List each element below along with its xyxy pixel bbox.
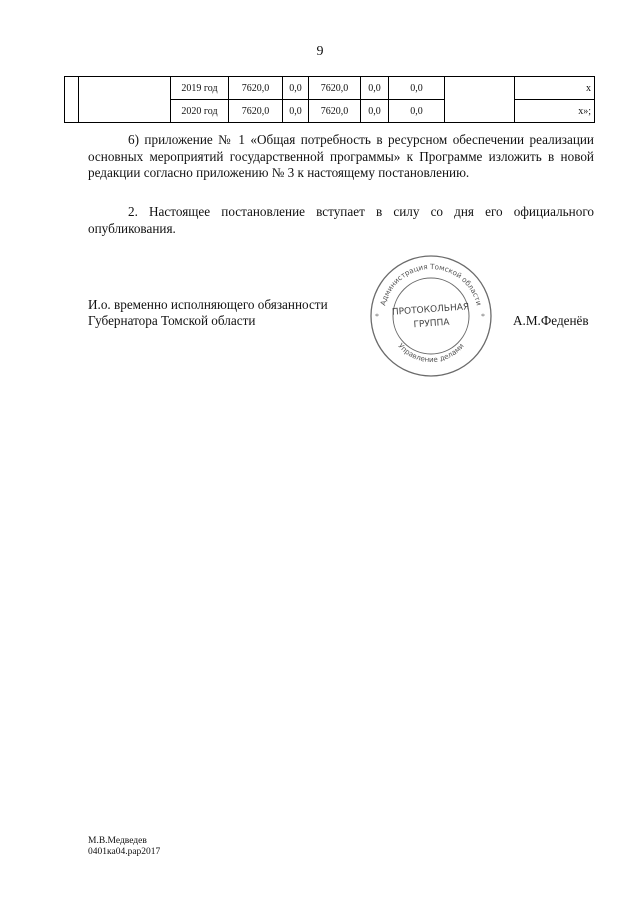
stamp-ring-bottom-text: Управление делами: [396, 341, 466, 365]
table-cell-value: 7620,0: [309, 100, 361, 123]
official-stamp: [369, 254, 493, 378]
page-number: 9: [316, 44, 324, 59]
table-cell-value: 0,0: [283, 100, 309, 123]
stamp-ring-text: Администрация Томской области: [378, 261, 484, 307]
amendment-paragraph: [88, 132, 594, 182]
signatory-name: А.М.Феденёв: [513, 313, 589, 328]
table-cell-last: x: [515, 77, 595, 100]
table-cell-year: 2019 год: [171, 77, 229, 100]
table-cell-value: 0,0: [361, 77, 389, 100]
table-cell-value: 0,0: [361, 100, 389, 123]
paragraph-text: 6) приложение № 1 «Общая потребность в ресурсном обеспечении реализации основных мероприятий государственной программы» к Программе изложить в новой редакции согласно приложению № 3 к настоящему постановлению.: [88, 132, 594, 180]
table-cell-value: 7620,0: [309, 77, 361, 100]
stamp-center-line: ПРОТОКОЛЬНАЯ: [391, 302, 470, 318]
effect-paragraph: [88, 204, 594, 237]
stamp-center-line: ГРУППА: [413, 317, 450, 331]
table-cell-empty: [445, 77, 515, 123]
star-icon: *: [375, 312, 379, 321]
table-cell-empty: [65, 77, 79, 123]
table-cell-empty: [79, 77, 171, 123]
paragraph-text: 2. Настоящее постановление вступает в силу со дня его официального опубликования.: [88, 204, 594, 236]
star-icon: *: [481, 312, 485, 321]
table-cell-value: 7620,0: [229, 77, 283, 100]
table-cell-value: 0,0: [389, 77, 445, 100]
budget-table: [64, 76, 595, 123]
signatory-position-line: Губернатора Томской области: [88, 313, 256, 328]
table-cell-year: 2020 год: [171, 100, 229, 123]
document-id: 0401ка04.рар2017: [88, 847, 161, 857]
table-cell-value: 0,0: [389, 100, 445, 123]
signatory-position: [88, 297, 328, 329]
table-row: [65, 77, 595, 100]
table-cell-value: 7620,0: [229, 100, 283, 123]
table-cell-last: x»;: [515, 100, 595, 123]
document-footer: [88, 836, 160, 858]
signatory-position-line: И.о. временно исполняющего обязанности: [88, 297, 328, 312]
executor-name: М.В.Медведев: [88, 836, 147, 846]
table-cell-value: 0,0: [283, 77, 309, 100]
